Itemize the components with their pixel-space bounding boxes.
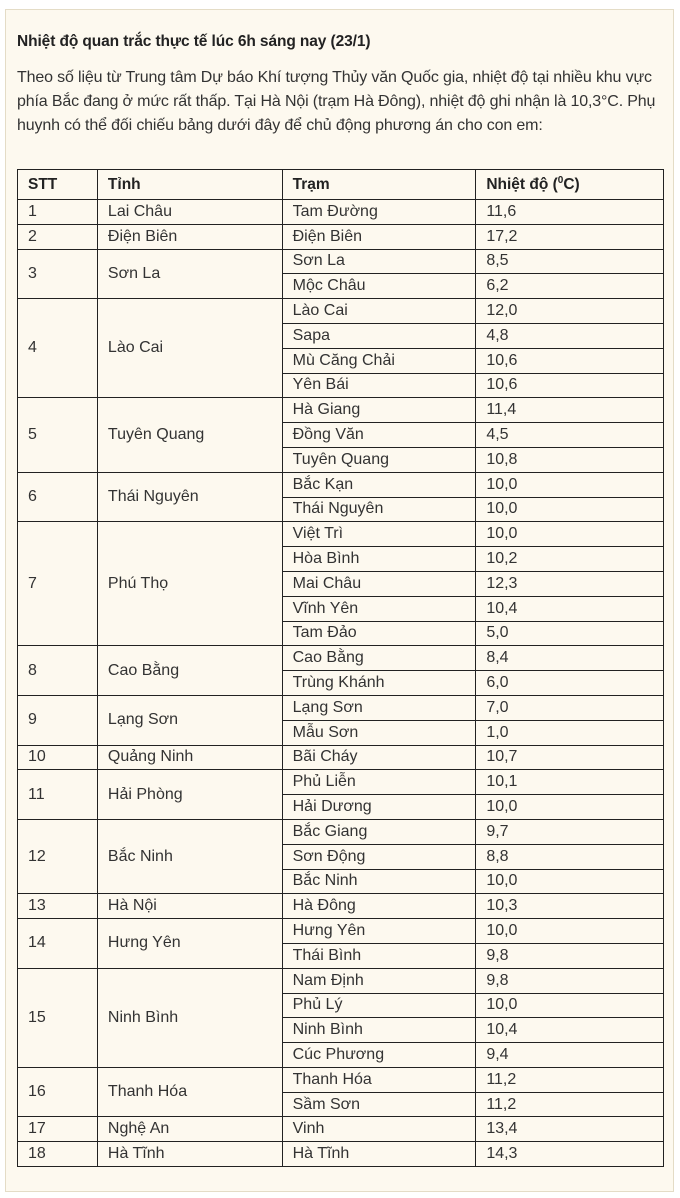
cell-province: Hải Phòng xyxy=(97,770,282,820)
cell-temperature: 8,5 xyxy=(476,249,664,274)
header-stt: STT xyxy=(18,170,98,200)
cell-station: Hà Giang xyxy=(282,398,476,423)
header-temperature xyxy=(476,170,664,200)
cell-station: Vĩnh Yên xyxy=(282,596,476,621)
cell-province: Phú Thọ xyxy=(97,522,282,646)
cell-temperature: 10,0 xyxy=(476,472,664,497)
cell-station: Cao Bằng xyxy=(282,646,476,671)
cell-province: Ninh Bình xyxy=(97,968,282,1067)
cell-stt: 2 xyxy=(18,224,98,249)
table-header-row xyxy=(18,170,664,200)
cell-stt: 14 xyxy=(18,919,98,969)
cell-temperature: 4,5 xyxy=(476,423,664,448)
table-row xyxy=(18,522,664,547)
cell-station: Thái Bình xyxy=(282,943,476,968)
table-row xyxy=(18,1117,664,1142)
cell-temperature: 4,8 xyxy=(476,323,664,348)
cell-station: Lạng Sơn xyxy=(282,695,476,720)
table-row xyxy=(18,224,664,249)
cell-temperature: 10,0 xyxy=(476,993,664,1018)
article-intro: Theo số liệu từ Trung tâm Dự báo Khí tượng Thủy văn Quốc gia, nhiệt độ tại nhiều khu vực phía Bắc đang ở mức rất thấp. Tại Hà Nội (trạm Hà Đông), nhiệt độ ghi nhận là 10,3°C. Phụ huynh có thể đối chiếu bảng dưới đây để chủ động phương án cho con em: xyxy=(17,69,656,134)
cell-station: Hà Tĩnh xyxy=(282,1142,476,1167)
cell-station: Nam Định xyxy=(282,968,476,993)
table-row xyxy=(18,770,664,795)
cell-station: Sơn Động xyxy=(282,844,476,869)
cell-temperature: 10,0 xyxy=(476,497,664,522)
cell-temperature: 7,0 xyxy=(476,695,664,720)
cell-temperature: 10,0 xyxy=(476,522,664,547)
cell-temperature: 10,7 xyxy=(476,745,664,770)
cell-station: Việt Trì xyxy=(282,522,476,547)
cell-temperature: 6,0 xyxy=(476,671,664,696)
cell-temperature: 6,2 xyxy=(476,274,664,299)
cell-stt: 9 xyxy=(18,695,98,745)
cell-province: Thanh Hóa xyxy=(97,1067,282,1117)
cell-stt: 13 xyxy=(18,894,98,919)
cell-temperature: 11,4 xyxy=(476,398,664,423)
cell-temperature: 10,4 xyxy=(476,596,664,621)
table-row xyxy=(18,919,664,944)
cell-station: Bắc Kạn xyxy=(282,472,476,497)
cell-temperature: 5,0 xyxy=(476,621,664,646)
cell-stt: 6 xyxy=(18,472,98,522)
cell-temperature: 9,4 xyxy=(476,1043,664,1068)
header-temp-prefix: Nhiệt độ ( xyxy=(486,176,558,194)
cell-stt: 7 xyxy=(18,522,98,646)
cell-station: Tuyên Quang xyxy=(282,447,476,472)
cell-station: Cúc Phương xyxy=(282,1043,476,1068)
cell-temperature: 11,2 xyxy=(476,1092,664,1117)
article-panel xyxy=(5,9,674,1192)
cell-temperature: 13,4 xyxy=(476,1117,664,1142)
table-row xyxy=(18,299,664,324)
table-row xyxy=(18,695,664,720)
cell-stt: 16 xyxy=(18,1067,98,1117)
cell-stt: 18 xyxy=(18,1142,98,1167)
cell-stt: 3 xyxy=(18,249,98,299)
table-row xyxy=(18,894,664,919)
table-row xyxy=(18,745,664,770)
cell-station: Bãi Cháy xyxy=(282,745,476,770)
header-temp-suffix: C) xyxy=(563,176,580,194)
table-row xyxy=(18,200,664,225)
cell-station: Đồng Văn xyxy=(282,423,476,448)
cell-temperature: 9,8 xyxy=(476,968,664,993)
cell-province: Quảng Ninh xyxy=(97,745,282,770)
cell-province: Bắc Ninh xyxy=(97,819,282,893)
table-row xyxy=(18,472,664,497)
cell-station: Mẫu Sơn xyxy=(282,720,476,745)
cell-temperature: 9,7 xyxy=(476,819,664,844)
cell-stt: 15 xyxy=(18,968,98,1067)
cell-stt: 4 xyxy=(18,299,98,398)
cell-station: Sơn La xyxy=(282,249,476,274)
cell-temperature: 10,1 xyxy=(476,770,664,795)
cell-province: Lạng Sơn xyxy=(97,695,282,745)
cell-province: Lai Châu xyxy=(97,200,282,225)
cell-station: Ninh Bình xyxy=(282,1018,476,1043)
table-row xyxy=(18,1067,664,1092)
cell-province: Lào Cai xyxy=(97,299,282,398)
cell-station: Yên Bái xyxy=(282,373,476,398)
cell-stt: 10 xyxy=(18,745,98,770)
cell-station: Tam Đảo xyxy=(282,621,476,646)
cell-temperature: 10,3 xyxy=(476,894,664,919)
table-row xyxy=(18,646,664,671)
cell-station: Thanh Hóa xyxy=(282,1067,476,1092)
cell-station: Bắc Ninh xyxy=(282,869,476,894)
cell-station: Sapa xyxy=(282,323,476,348)
cell-stt: 17 xyxy=(18,1117,98,1142)
cell-temperature: 9,8 xyxy=(476,943,664,968)
cell-temperature: 10,0 xyxy=(476,795,664,820)
header-temp-degree: 0 xyxy=(557,174,564,186)
cell-temperature: 12,3 xyxy=(476,571,664,596)
cell-station: Trùng Khánh xyxy=(282,671,476,696)
cell-station: Mộc Châu xyxy=(282,274,476,299)
temperature-table xyxy=(17,169,664,1167)
cell-station: Sầm Sơn xyxy=(282,1092,476,1117)
cell-stt: 8 xyxy=(18,646,98,696)
cell-temperature: 10,0 xyxy=(476,919,664,944)
table-row xyxy=(18,249,664,274)
cell-station: Lào Cai xyxy=(282,299,476,324)
table-row xyxy=(18,819,664,844)
cell-province: Nghệ An xyxy=(97,1117,282,1142)
cell-stt: 12 xyxy=(18,819,98,893)
cell-station: Hà Đông xyxy=(282,894,476,919)
cell-province: Điện Biên xyxy=(97,224,282,249)
cell-station: Hưng Yên xyxy=(282,919,476,944)
header-station: Trạm xyxy=(282,170,476,200)
cell-temperature: 12,0 xyxy=(476,299,664,324)
cell-province: Tuyên Quang xyxy=(97,398,282,472)
cell-temperature: 8,4 xyxy=(476,646,664,671)
cell-temperature: 11,2 xyxy=(476,1067,664,1092)
cell-temperature: 17,2 xyxy=(476,224,664,249)
cell-temperature: 10,4 xyxy=(476,1018,664,1043)
header-province: Tỉnh xyxy=(97,170,282,200)
table-row xyxy=(18,1142,664,1167)
cell-station: Vinh xyxy=(282,1117,476,1142)
cell-province: Hưng Yên xyxy=(97,919,282,969)
cell-temperature: 10,6 xyxy=(476,348,664,373)
cell-temperature: 11,6 xyxy=(476,200,664,225)
cell-station: Mai Châu xyxy=(282,571,476,596)
cell-station: Hải Dương xyxy=(282,795,476,820)
cell-station: Phủ Liễn xyxy=(282,770,476,795)
article-title: Nhiệt độ quan trắc thực tế lúc 6h sáng nay (23/1) xyxy=(17,33,371,50)
cell-province: Cao Bằng xyxy=(97,646,282,696)
cell-station: Phủ Lý xyxy=(282,993,476,1018)
cell-stt: 5 xyxy=(18,398,98,472)
cell-province: Hà Tĩnh xyxy=(97,1142,282,1167)
cell-temperature: 10,6 xyxy=(476,373,664,398)
cell-province: Sơn La xyxy=(97,249,282,299)
cell-station: Hòa Bình xyxy=(282,547,476,572)
cell-stt: 11 xyxy=(18,770,98,820)
cell-province: Thái Nguyên xyxy=(97,472,282,522)
cell-temperature: 8,8 xyxy=(476,844,664,869)
cell-station: Bắc Giang xyxy=(282,819,476,844)
cell-station: Mù Căng Chải xyxy=(282,348,476,373)
cell-province: Hà Nội xyxy=(97,894,282,919)
table-row xyxy=(18,398,664,423)
cell-temperature: 14,3 xyxy=(476,1142,664,1167)
cell-station: Điện Biên xyxy=(282,224,476,249)
cell-station: Tam Đường xyxy=(282,200,476,225)
cell-temperature: 10,8 xyxy=(476,447,664,472)
cell-station: Thái Nguyên xyxy=(282,497,476,522)
cell-stt: 1 xyxy=(18,200,98,225)
cell-temperature: 1,0 xyxy=(476,720,664,745)
cell-temperature: 10,2 xyxy=(476,547,664,572)
table-row xyxy=(18,968,664,993)
cell-temperature: 10,0 xyxy=(476,869,664,894)
